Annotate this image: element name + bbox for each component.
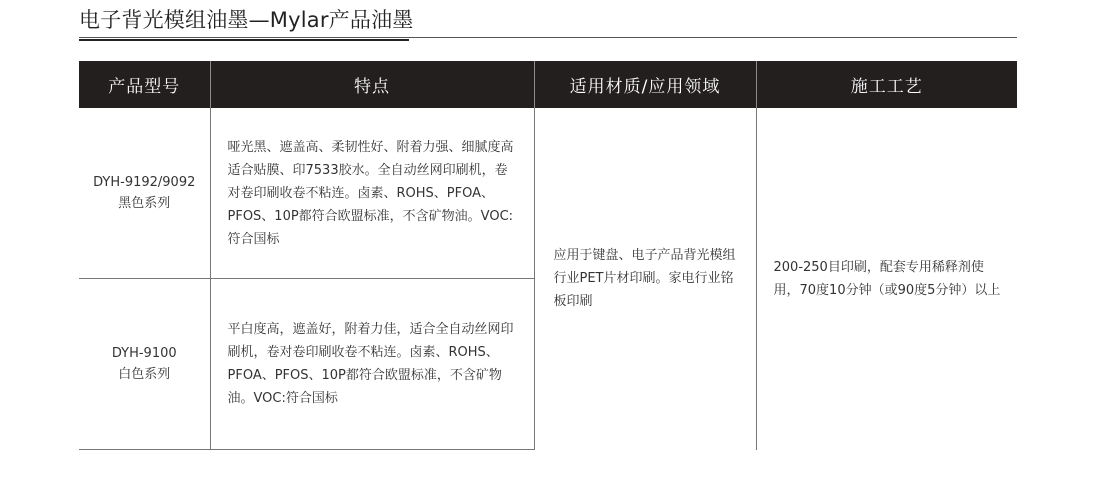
features-cell	[210, 108, 534, 279]
product-spec-table	[79, 61, 1017, 450]
header-model: 产品型号	[79, 61, 210, 108]
page-title: 电子背光模组油墨—Mylar产品油墨	[79, 8, 414, 32]
title-rule	[79, 37, 1017, 38]
model-cell	[79, 279, 210, 450]
header-features: 特点	[210, 61, 534, 108]
model-series: 黑色系列	[118, 196, 171, 211]
model-code: DYH-9192/9092	[93, 175, 196, 190]
model-code: DYH-9100	[111, 346, 177, 361]
process-text: 200-250目印刷，配套专用稀释剂使用，70度10分钟（或90度5分钟）以上	[773, 259, 1001, 298]
model-series: 白色系列	[118, 367, 171, 382]
model-cell	[79, 108, 210, 279]
features-text: 哑光黑、遮盖高、柔韧性好、附着力强、细腻度高适合贴膜、印7533胶水。全自动丝网印刷机，卷对卷印刷收卷不粘连。卤素、ROHS、PFOA、PFOS、10P都符合欧盟标准，不含矿物油。VOC:符合国标	[227, 139, 514, 247]
features-text: 平白度高，遮盖好，附着力佳，适合全自动丝网印刷机，卷对卷印刷收卷不粘连。卤素、ROHS、PFOA、PFOS、10P都符合欧盟标准，不含矿物油。VOC:符合国标	[227, 322, 514, 406]
process-cell	[756, 108, 1017, 450]
header-process: 施工工艺	[756, 61, 1017, 108]
table-row	[79, 108, 1017, 279]
application-cell	[534, 108, 756, 450]
table-header-row	[79, 61, 1017, 108]
features-cell	[210, 279, 534, 450]
title-underline	[79, 39, 409, 41]
header-application: 适用材质/应用领域	[534, 61, 756, 108]
application-text: 应用于键盘、电子产品背光模组行业PET片材印刷。家电行业铭板印刷	[553, 248, 736, 310]
